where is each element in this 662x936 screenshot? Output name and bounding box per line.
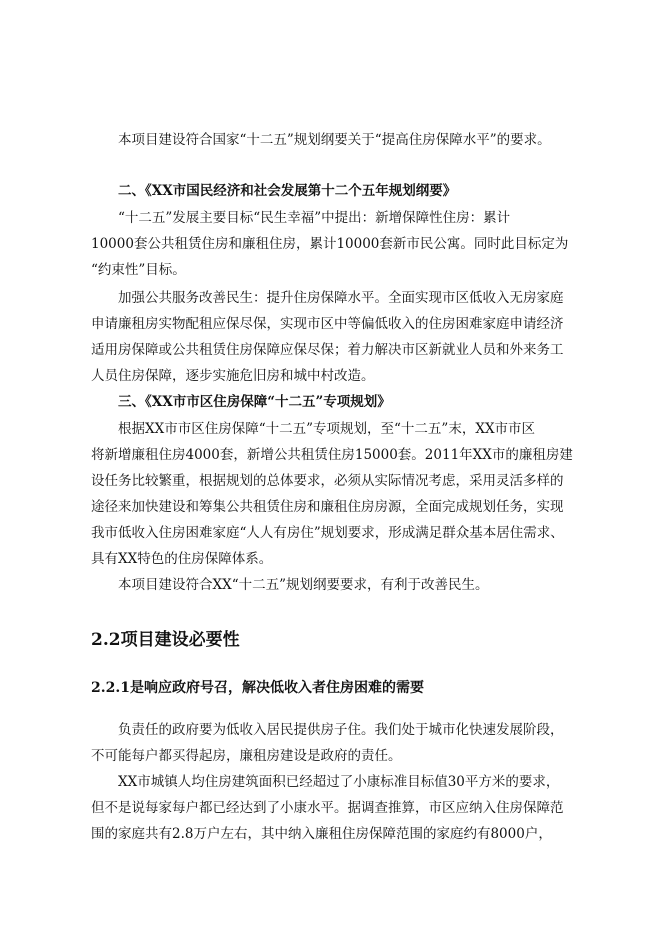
paragraph-line: 途径来加快建设和筹集公共租赁住房和廉租住房房源，全面完成规划任务，实现 [91,499,564,515]
paragraph-line: XX市城镇人均住房建筑面积已经超过了小康标准目标值30平方米的要求， [118,774,560,790]
paragraph-line: 不可能每户都买得起房，廉租房建设是政府的责任。 [91,748,402,764]
section-heading: 三、《XX市市区住房保障“十二五”专项规划》 [118,394,391,410]
paragraph-line: 适用房保障或公共租赁住房保障应保尽保；着力解决市区新就业人员和外来务工 [91,342,564,358]
paragraph-line: 负责任的政府要为低收入居民提供房子住。我们处于城市化快速发展阶段， [118,722,564,738]
paragraph-line: “约束性”目标。 [91,262,186,278]
paragraph-line: 申请廉租房实物配租应保尽保，实现市区中等偏低收入的住房困难家庭申请经济 [91,316,564,332]
section-heading: 二、《XX市国民经济和社会发展第十二个五年规划纲要》 [118,183,457,199]
paragraph-line: 我市低收入住房困难家庭“人人有房住”规划要求，形成满足群众基本居住需求、 [91,525,564,541]
paragraph-line: 围的家庭共有2.8万户左右，其中纳入廉租住房保障范围的家庭约有8000户， [91,826,552,842]
paragraph-line: 10000套公共租赁住房和廉租住房，累计10000套新市民公寓。同时此目标定为 [91,236,569,252]
paragraph-line: 设任务比较繁重，根据规划的总体要求，必须从实际情况考虑，采用灵活多样的 [91,473,564,489]
paragraph-line: 根据XX市市区住房保障“十二五”专项规划，至“十二五”末，XX市市区 [118,421,536,437]
sub-subsection-heading: 2.2.1是响应政府号召，解决低收入者住房困难的需要 [91,680,424,696]
paragraph-line: 但不是说每家每户都已经达到了小康水平。据调查推算，市区应纳入住房保障范 [91,800,564,816]
paragraph-line: 本项目建设符合国家“十二五”规划纲要关于“提高住房保障水平”的要求。 [118,132,551,148]
paragraph-line: 将新增廉租住房4000套，新增公共租赁住房15000套。2011年XX市的廉租房建 [91,447,573,463]
paragraph-line: 具有XX特色的住房保障体系。 [91,551,273,567]
paragraph-line: 加强公共服务改善民生：提升住房保障水平。全面实现市区低收入无房家庭 [118,290,564,306]
paragraph-line: “十二五”发展主要目标“民生幸福”中提出：新增保障性住房：累计 [118,210,511,226]
paragraph-line: 本项目建设符合XX“十二五”规划纲要要求，有利于改善民生。 [118,577,489,593]
paragraph-line: 人员住房保障，逐步实施危旧房和城中村改造。 [91,368,375,384]
subsection-heading: 2.2项目建设必要性 [91,630,240,650]
